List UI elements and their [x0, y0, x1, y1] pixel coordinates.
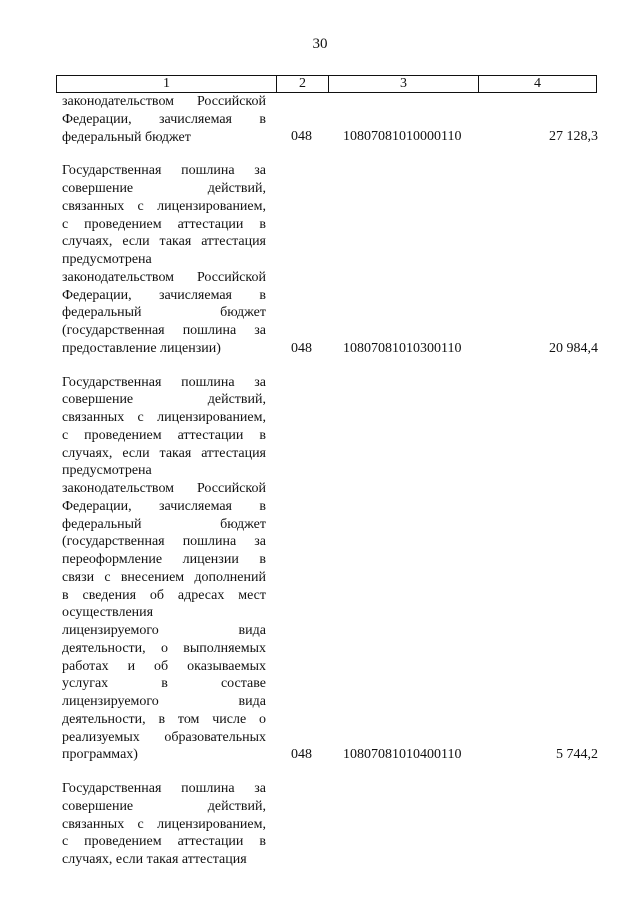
row-admin-code: 048 — [291, 747, 312, 762]
row-amount: 20 984,4 — [549, 340, 598, 356]
table-body — [0, 93, 640, 885]
description-line: предусмотрена — [62, 252, 152, 267]
description-line: законодательством Российской — [62, 94, 266, 109]
description-line: предусмотрена — [62, 463, 152, 479]
description-line: Государственная пошлина за — [62, 374, 266, 390]
description-line: Государственная пошлина за — [62, 781, 266, 796]
description-line: в сведения об адресах мест — [62, 587, 266, 603]
description-line: с проведением аттестации в — [62, 834, 266, 850]
description-line: законодательством Российской — [62, 269, 266, 285]
description-line: Федерации, зачисляемая в — [62, 498, 266, 514]
table-row — [0, 162, 640, 357]
description-line: связи с внесением дополнений — [62, 569, 266, 585]
column-header-4: 4 — [479, 76, 597, 93]
description-line: совершение действий, — [62, 181, 266, 196]
description-line: Государственная пошлина за — [62, 163, 266, 179]
column-header-3: 3 — [329, 76, 479, 93]
row-budget-code: 10807081010400110 — [343, 747, 462, 762]
description-line: случаях, если такая аттестация — [62, 234, 266, 250]
row-description — [62, 93, 266, 146]
row-description — [62, 374, 266, 765]
row-admin-code: 048 — [291, 129, 312, 145]
description-line: федеральный бюджет — [62, 516, 266, 532]
column-header-1: 1 — [57, 76, 277, 93]
description-line: совершение действий, — [62, 392, 266, 408]
description-line: работах и об оказываемых — [62, 658, 266, 674]
description-line: совершение действий, — [62, 798, 266, 814]
description-line: услугах в составе — [62, 676, 266, 692]
description-line: (государственная пошлина за — [62, 534, 266, 550]
description-line: федеральный бюджет — [62, 305, 266, 321]
column-header-2: 2 — [277, 76, 329, 93]
description-line: деятельности, в том числе о — [62, 711, 266, 727]
row-budget-code: 10807081010300110 — [343, 340, 462, 356]
description-line: случаях, если такая аттестация — [62, 445, 266, 461]
description-line: законодательством Российской — [62, 481, 266, 496]
description-line: Федерации, зачисляемая в — [62, 111, 266, 127]
description-line: переоформление лицензии в — [62, 552, 266, 567]
description-line: связанных с лицензированием, — [62, 198, 266, 214]
description-line: связанных с лицензированием, — [62, 410, 266, 425]
row-budget-code: 10807081010000110 — [343, 129, 462, 145]
description-line: федеральный бюджет — [62, 129, 191, 145]
description-line: с проведением аттестации в — [62, 427, 266, 443]
description-line: (государственная пошлина за — [62, 323, 266, 338]
description-line: предоставление лицензии) — [62, 340, 221, 356]
table-row — [0, 374, 640, 765]
description-line: связанных с лицензированием, — [62, 816, 266, 832]
description-line: лицензируемого вида — [62, 623, 266, 638]
description-line: с проведением аттестации в — [62, 216, 266, 232]
row-description — [62, 780, 266, 869]
description-line: лицензируемого вида — [62, 694, 266, 709]
description-line: Федерации, зачисляемая в — [62, 287, 266, 303]
table-row — [0, 93, 640, 146]
description-line: реализуемых образовательных — [62, 729, 266, 745]
row-amount: 5 744,2 — [556, 747, 598, 762]
description-line: осуществления — [62, 605, 154, 621]
row-description — [62, 162, 266, 357]
row-amount: 27 128,3 — [549, 129, 598, 145]
column-header-row — [56, 75, 597, 93]
description-line: программах) — [62, 747, 138, 763]
description-line: деятельности, о выполняемых — [62, 640, 266, 656]
row-admin-code: 048 — [291, 340, 312, 356]
page-number: 30 — [312, 36, 328, 52]
description-line: случаях, если такая аттестация — [62, 852, 247, 867]
table-row — [0, 780, 640, 869]
